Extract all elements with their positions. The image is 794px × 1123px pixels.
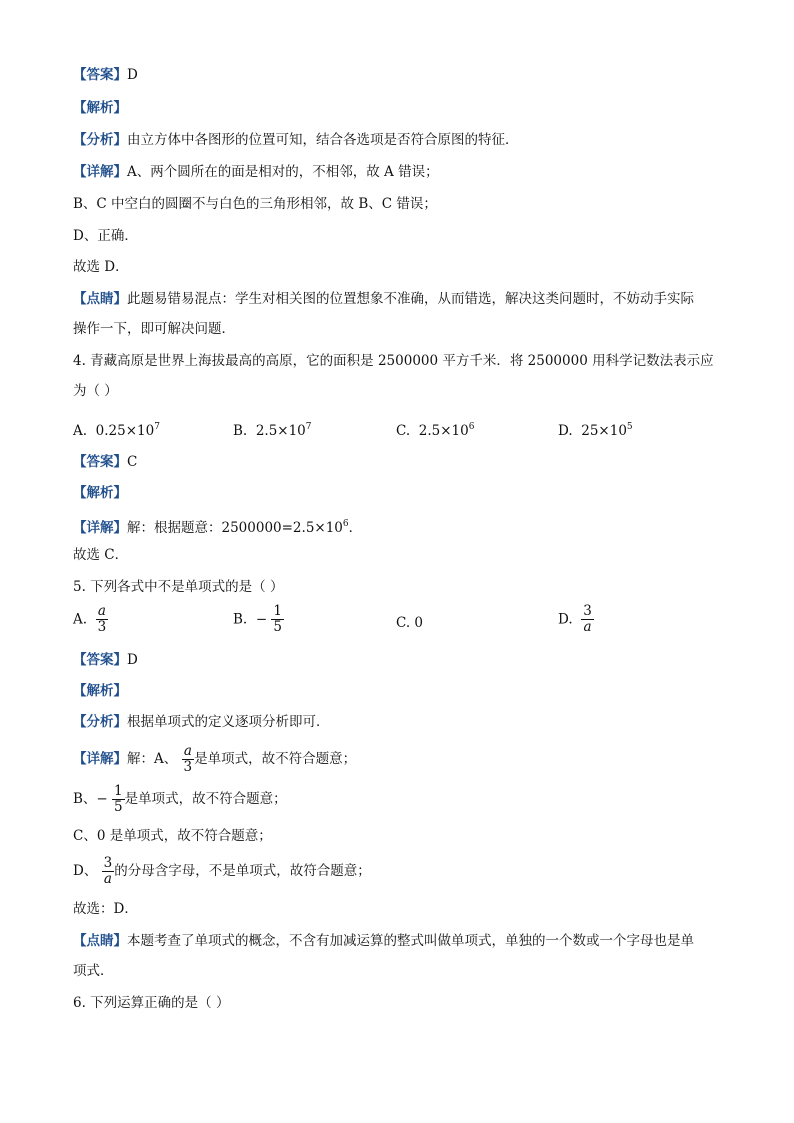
option-base: 0.25×10 — [95, 423, 155, 439]
q5-choose: 故选：D． — [73, 901, 138, 917]
detail-label: 【详解】 — [73, 164, 127, 180]
minus-sign: − — [255, 611, 268, 628]
q5-detail-prefix: 解：A、 — [127, 751, 178, 767]
q4-analysis-line — [73, 484, 127, 502]
detail-label: 【详解】 — [73, 520, 127, 536]
q4-option-c — [396, 418, 474, 440]
fraction: $\frac{1}{5}$ — [114, 783, 123, 815]
q5-dianjing-2: 项式． — [73, 963, 114, 979]
q5-line-c: C、0 是单项式，故不符合题意； — [73, 828, 272, 844]
q4-stem-2: 为（ ） — [73, 383, 118, 399]
q5-option-c: C. 0 — [396, 615, 424, 631]
fraction: $\frac{a}{3}$ — [97, 603, 107, 635]
q3-detail-line — [73, 163, 439, 181]
q5-fenxi-line — [73, 713, 330, 731]
dianjing-label: 【点睛】 — [73, 933, 127, 949]
q5-detail-suffix: 是单项式，故不符合题意； — [194, 751, 357, 767]
dianjing-label: 【点睛】 — [73, 291, 127, 307]
q3-choose: 故选 D． — [73, 259, 129, 275]
q4-option-b — [233, 418, 312, 440]
option-exponent: 5 — [626, 422, 633, 432]
answer-label: 【答案】 — [73, 652, 127, 668]
q4-detail-prefix: 解：根据题意：2500000=2.5×10 — [127, 520, 343, 536]
q3-dianjing-2: 操作一下，即可解决问题． — [73, 321, 235, 337]
q3-line-d: D、正确． — [73, 228, 138, 244]
q5-option-a — [73, 604, 108, 635]
answer-label: 【答案】 — [73, 67, 127, 83]
q3-analysis-line — [73, 99, 127, 117]
q4-option-d — [558, 418, 633, 440]
q4-choose: 故选 C． — [73, 547, 129, 563]
q4-detail-suffix: ． — [348, 520, 363, 536]
q4-stem-1: 4. 青藏高原是世界上海拔最高的高原，它的面积是 2500000 平方千米．将 2500000 用科学记数法表示应 — [73, 353, 714, 369]
q3-answer-value: D — [127, 67, 138, 83]
option-letter: D. — [558, 611, 573, 628]
option-exponent: 7 — [154, 422, 160, 432]
q5-option-d — [558, 604, 594, 635]
fraction: $\frac{1}{5}$ — [273, 603, 283, 635]
q3-answer-line — [73, 66, 138, 84]
fraction: $\frac{3}{a}$ — [103, 855, 113, 887]
q5-option-b — [233, 604, 284, 635]
option-base: 2.5×10 — [418, 423, 469, 439]
q3-dianjing-line — [73, 290, 694, 308]
fenxi-label: 【分析】 — [73, 714, 127, 730]
q5-fenxi-text: 根据单项式的定义逐项分析即可． — [127, 714, 330, 730]
detail-label: 【详解】 — [73, 751, 127, 767]
option-letter: A. — [73, 423, 88, 439]
answer-label: 【答案】 — [73, 454, 127, 470]
q5-answer-value: D — [127, 652, 138, 668]
fraction: $\frac{a}{3}$ — [183, 743, 193, 775]
q5-line-d-suffix: 的分母含字母，不是单项式，故符合题意； — [114, 863, 371, 879]
q5-line-b — [73, 782, 287, 816]
option-letter: C. — [396, 423, 411, 439]
q5-stem: 5. 下列各式中不是单项式的是（ ） — [73, 579, 284, 595]
q5-line-d — [73, 854, 371, 888]
q6-stem: 6. 下列运算正确的是（ ） — [73, 995, 230, 1011]
q3-line-bc: B、C 中空白的圆圈不与白色的三角形相邻，故 B、C 错误； — [73, 196, 437, 212]
q3-dianjing-1: 此题易错易混点：学生对相关图的位置想象不准确，从而错选，解决这类问题时，不妨动手实际 — [127, 291, 694, 307]
q4-answer-line — [73, 453, 137, 471]
q5-line-b-suffix: 是单项式，故不符合题意； — [124, 791, 287, 807]
q4-detail-line — [73, 515, 362, 537]
q4-option-a — [73, 418, 160, 440]
q5-detail-line — [73, 742, 356, 776]
q5-dianjing-line — [73, 932, 694, 950]
q5-dianjing-1: 本题考查了单项式的概念，不含有加减运算的整式叫做单项式，单独的一个数或一个字母也是单 — [127, 933, 694, 949]
analysis-label: 【解析】 — [73, 683, 127, 699]
q4-detail-exponent: 6 — [342, 519, 349, 529]
q5-analysis-line — [73, 682, 127, 700]
q5-line-b-prefix: B、− — [73, 791, 108, 807]
option-letter: D. — [558, 423, 573, 439]
analysis-label: 【解析】 — [73, 485, 127, 501]
q3-fenxi-text: 由立方体中各图形的位置可知，结合各选项是否符合原图的特征． — [127, 132, 519, 148]
option-exponent: 7 — [305, 422, 312, 432]
option-letter: B. — [233, 611, 248, 628]
q3-detail-a: A、两个圆所在的面是相对的，不相邻，故 A 错误； — [127, 164, 439, 180]
option-base: 25×10 — [581, 423, 627, 439]
q5-answer-line — [73, 651, 138, 669]
fraction: $\frac{3}{a}$ — [583, 603, 592, 635]
option-letter: A. — [73, 611, 88, 628]
q5-line-d-prefix: D、 — [73, 863, 98, 879]
option-exponent: 6 — [468, 422, 475, 432]
q4-answer-value: C — [127, 454, 138, 470]
analysis-label: 【解析】 — [73, 100, 127, 116]
fenxi-label: 【分析】 — [73, 132, 127, 148]
option-letter: B. — [233, 423, 248, 439]
option-base: 2.5×10 — [255, 423, 306, 439]
q3-fenxi-line — [73, 131, 519, 149]
